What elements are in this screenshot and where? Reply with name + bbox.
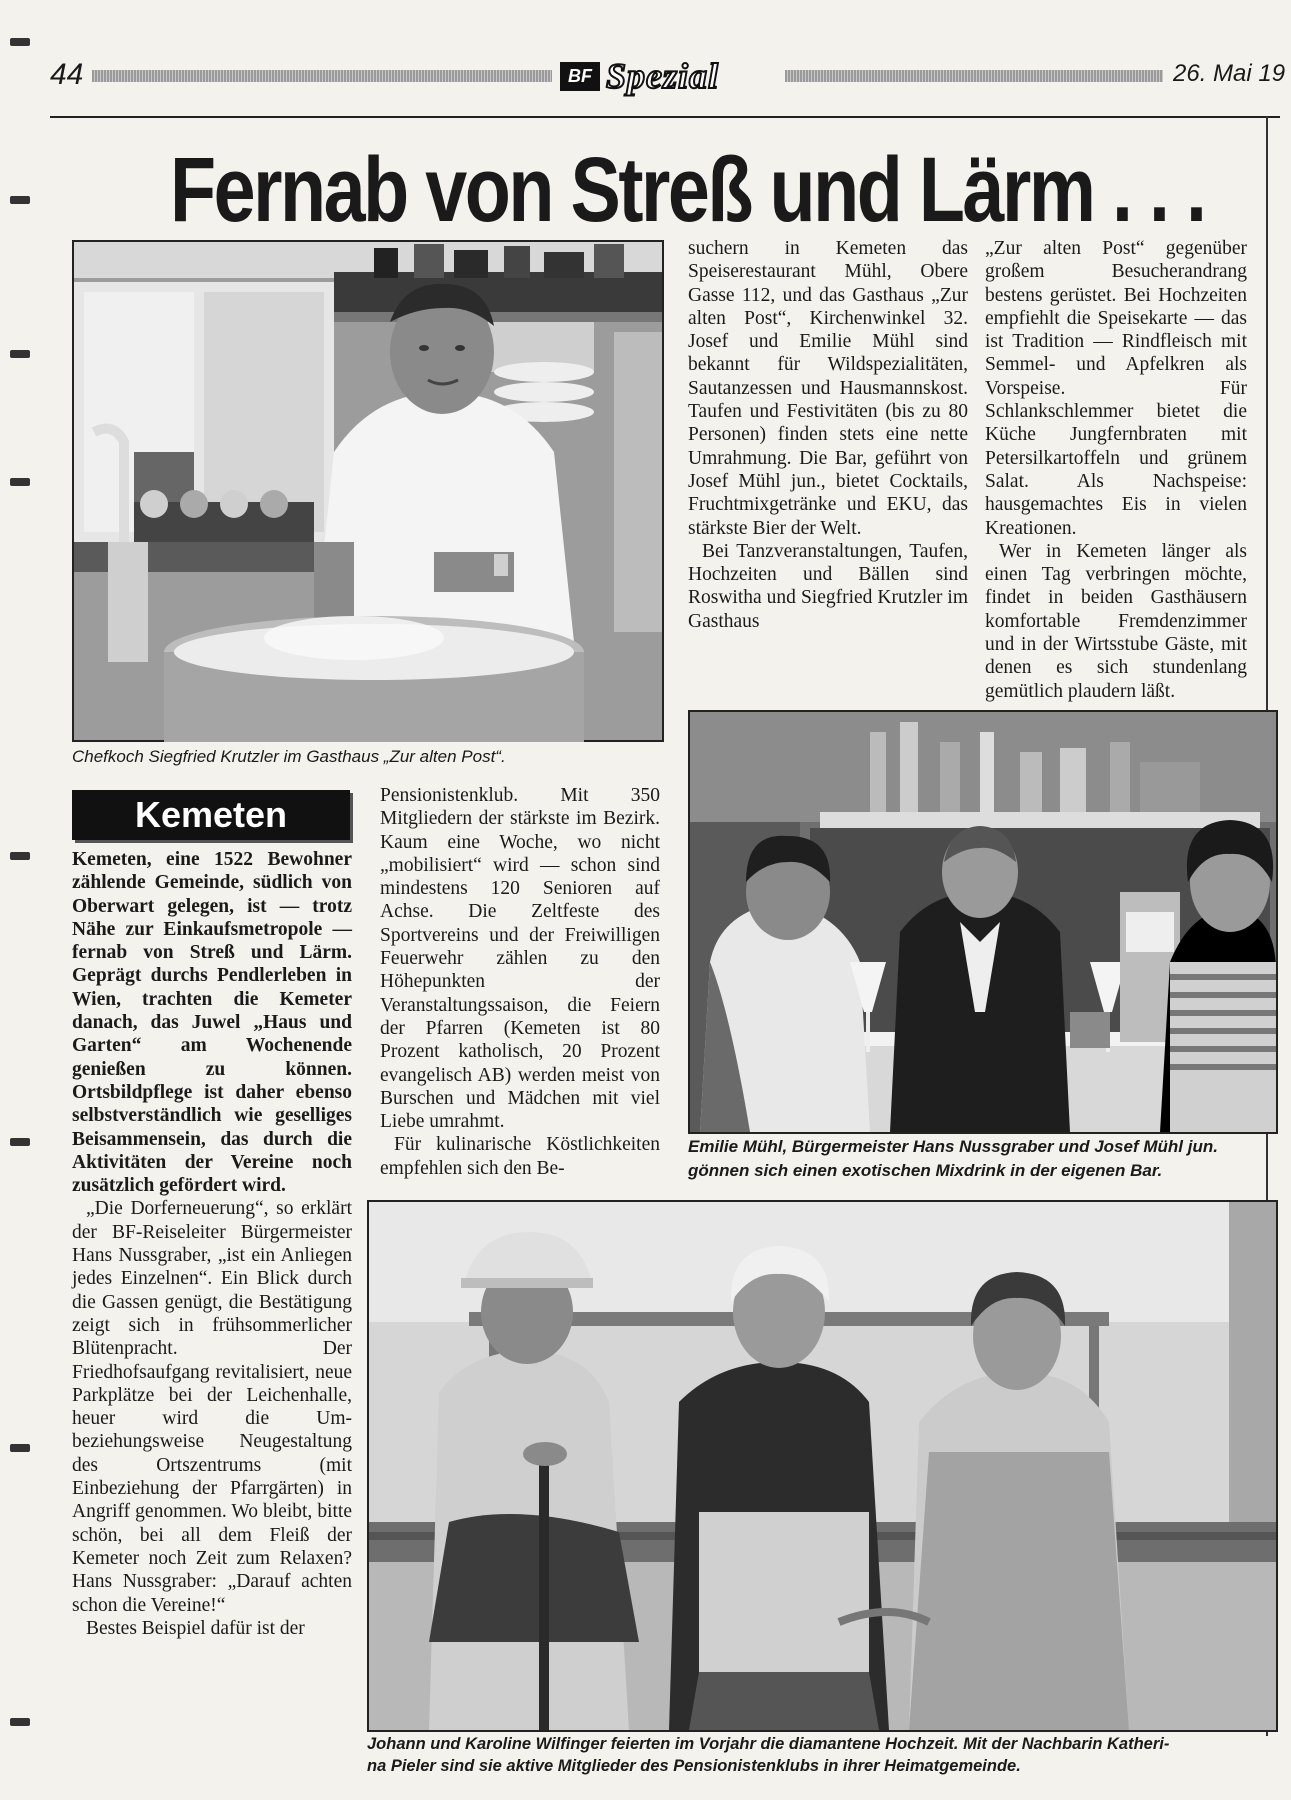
- bar-photo: [688, 710, 1278, 1134]
- bench-caption-line-1: Johann und Karoline Wilfinger feierten im Vorjahr die diamantene Hochzeit. Mit der Nachbarin Katheri-: [367, 1735, 1170, 1753]
- bench-photo: [367, 1200, 1278, 1732]
- bar-caption-line-2: gönnen sich einen exotischen Mixdrink in der eigenen Bar.: [688, 1161, 1163, 1180]
- headline: Fernab von Streß und Lärm . . .: [170, 139, 1205, 241]
- column-4: [985, 237, 1247, 702]
- scan-mark: [10, 1444, 30, 1452]
- brand-logo: [560, 55, 719, 97]
- column-3-paragraph-1: suchern in Kemeten das Speiserestaurant Mühl, Obere Gasse 112, und das Gasthaus „Zur alten Post“, Kirchenwinkel 32. Josef und Emilie Mühl sind bekannt für Wildspezialitäten, Sautanzessen und Hausmannskost. Taufen und Festivitäten (bis zu 80 Personen) finden stets eine nette Umrahmung. Die Bar, geführt von Josef Mühl jun., bietet Cocktails, Fruchtmixgetränke und EKU, das stärkste Bier der Welt.: [688, 238, 968, 539]
- page-number: 44: [50, 58, 84, 91]
- column-2-paragraph-1: Pensionistenklub. Mit 350 Mitgliedern der stärkste im Bezirk. Kaum eine Woche, wo nicht „mobilisiert“ wird — schon sind mindestens 120 Senioren auf Achse. Die Zeltfeste des Sportvereins und der Freiwilligen Feuerwehr zählen zu den Höhepunkten der Veranstaltungssaison, die Feiern der Pfarren (Kemeten ist 80 Prozent katholisch, 20 Prozent evangelisch AB) werden meist von Burschen und Mädchen mit viel Liebe umrahmt.: [380, 785, 660, 1133]
- brand-box: BF: [560, 62, 600, 91]
- issue-date: 26. Mai 19: [1173, 60, 1286, 87]
- scan-mark: [10, 852, 30, 860]
- column-2: [380, 784, 660, 1192]
- column-3-paragraph-2: Bei Tanzveranstaltungen, Taufen, Hochzeiten und Bällen sind Roswitha und Siegfried Krutzler im Gasthaus: [688, 540, 968, 632]
- column-1-lead: Kemeten, eine 1522 Bewohner zählende Gemeinde, südlich von Oberwart gelegen, ist — trotz Nähe zur Einkaufsmetropole — fernab von Streß und Lärm. Geprägt durchs Pendlerleben in Wien, trachten die Kemeter danach, das Juwel „Haus und Garten“ am Wochenende genießen zu können. Ortsbildpflege ist daher ebenso selbstverständlich wie geselliges Beisammensein, das durch die Aktivitäten der Vereine noch zusätzlich gefördert wird.: [72, 849, 352, 1197]
- column-1: [72, 848, 352, 1718]
- column-4-paragraph-2: Wer in Kemeten länger als einen Tag verbringen möchte, findet in beiden Gasthäusern komfortable Fremdenzimmer und in der Wirtsstube Gäste, mit denen es sich stundenlang gemütlich plaudern läßt.: [985, 540, 1247, 702]
- header-rule-left: [92, 70, 552, 82]
- scan-mark: [10, 350, 30, 358]
- header-rule-right: [785, 70, 1163, 82]
- frame-rule-top: [50, 116, 1280, 118]
- section-subhead: Kemeten: [72, 790, 350, 840]
- scan-mark: [10, 38, 30, 46]
- chef-photo: [72, 240, 664, 742]
- brand-name: Spezial: [606, 56, 720, 96]
- scan-mark: [10, 1718, 30, 1726]
- bench-photo-caption: [367, 1733, 1272, 1777]
- column-3: [688, 237, 968, 679]
- bar-caption-line-1: Emilie Mühl, Bürgermeister Hans Nussgraber und Josef Mühl jun.: [688, 1137, 1218, 1156]
- chef-photo-caption: Chefkoch Siegfried Krutzler im Gasthaus „Zur alten Post“.: [72, 747, 506, 766]
- column-2-paragraph-2: Für kulinarische Köstlichkeiten empfehlen sich den Be-: [380, 1134, 660, 1179]
- bench-caption-line-2: na Pieler sind sie aktive Mitglieder des Pensionistenklubs in ihrer Heimatgemeinde.: [367, 1757, 1021, 1775]
- bar-photo-caption: [688, 1135, 1278, 1183]
- column-1-paragraph-3: Bestes Beispiel dafür ist der: [86, 1617, 305, 1639]
- column-4-paragraph-1: „Zur alten Post“ gegenüber großem Besucherandrang bestens gerüstet. Bei Hochzeiten empfiehlt die Speisekarte — das ist Tradition — Rindfleisch mit Semmel- und Apfelkren als Vorspeise. Für Schlankschlemmer bietet die Küche Jungfernbraten mit Petersilkartoffeln und grünem Salat. Als Nachspeise: hausgemachtes Eis in vielen Kreationen.: [985, 238, 1247, 539]
- scan-mark: [10, 478, 30, 486]
- column-1-paragraph-2: „Die Dorferneuerung“, so erklärt der BF-Reiseleiter Bürgermeister Hans Nussgraber, „ist ein Anliegen jedes Einzelnen“. Ein Blick durch die Gassen genügt, die Bestätigung zeigt sich in frühsommerlicher Blütenpracht. Der Friedhofsaufgang revitalisiert, neue Parkplätze bei der Leichenhalle, heuer wird die Um- beziehungsweise Neugestaltung des Ortszentrums (mit Einbeziehung der Pfarrgärten) in Angriff genommen. Wo bleibt, bitte schön, bei all dem Fleiß der Kemeter noch Zeit zum Relaxen? Hans Nussgraber: „Darauf achten schon die Vereine!“: [72, 1198, 352, 1616]
- scan-mark: [10, 1138, 30, 1146]
- scan-mark: [10, 196, 30, 204]
